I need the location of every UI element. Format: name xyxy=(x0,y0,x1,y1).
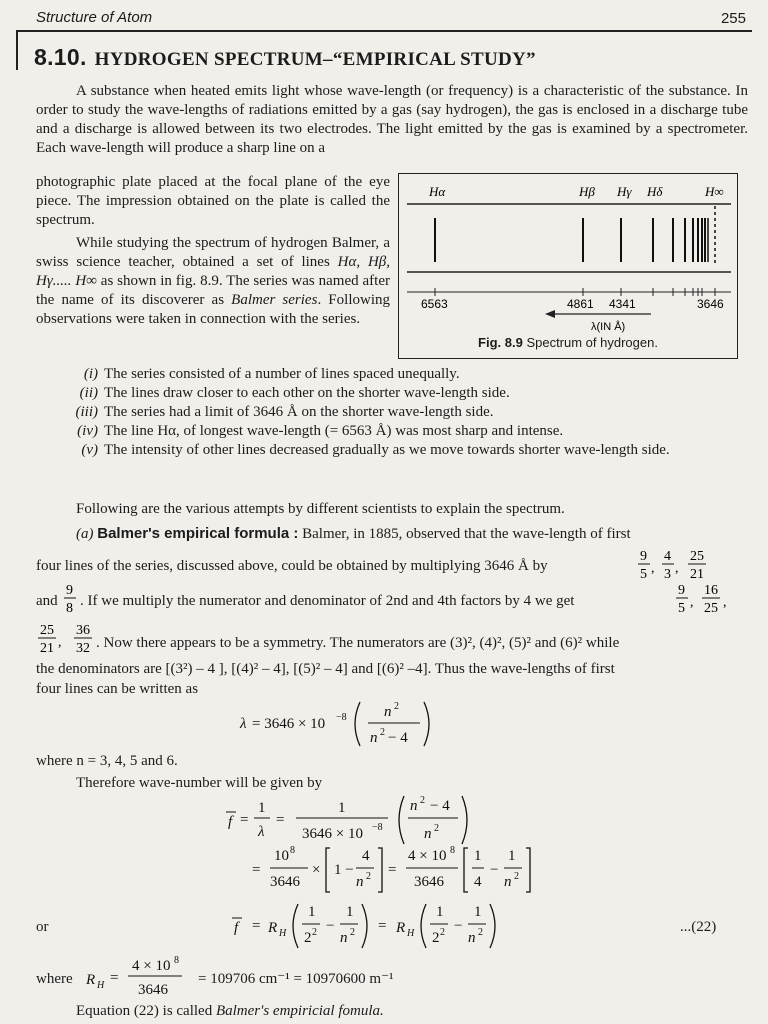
svg-text:R: R xyxy=(86,972,96,988)
spectrum-figure xyxy=(398,173,738,359)
arrow-head-icon xyxy=(545,310,555,318)
equation-number: ...(22) xyxy=(680,919,717,935)
written-as-text: four lines can be written as xyxy=(36,681,199,697)
list-item: (iii) The series had a limit of 3646 Å on the shorter wave-length side. xyxy=(75,404,494,420)
svg-text:2: 2 xyxy=(514,871,519,882)
svg-text:= 3646 × 10: = 3646 × 10 xyxy=(252,716,326,732)
svg-text:=: = xyxy=(378,918,387,934)
svg-text:5: 5 xyxy=(640,567,647,582)
svg-text:n: n xyxy=(384,704,392,720)
svg-text:n: n xyxy=(504,874,512,890)
header-rule xyxy=(16,30,752,32)
figure-caption-text: Spectrum of hydrogen. xyxy=(526,335,658,350)
svg-text:9: 9 xyxy=(640,549,647,564)
svg-text:2: 2 xyxy=(366,871,371,882)
symmetry-text: . Now there appears to be a symmetry. The numerators are (3)², (4)², (5)² and (6)² while xyxy=(96,635,620,651)
where-n-text: where n = 3, 4, 5 and 6. xyxy=(36,753,178,769)
series-name: Balmer series xyxy=(231,292,318,308)
svg-text:H: H xyxy=(279,928,287,939)
svg-text:,: , xyxy=(675,561,679,576)
equation-name-line: Equation (22) is called Balmer's empiricial fomula. xyxy=(76,1003,384,1019)
svg-text:n: n xyxy=(468,930,476,946)
svg-text:36: 36 xyxy=(76,623,90,638)
svg-text:−8: −8 xyxy=(336,712,347,723)
spectrum-diagram xyxy=(399,174,737,358)
svg-text:=: = xyxy=(388,862,397,878)
svg-text:25: 25 xyxy=(40,623,54,638)
svg-text:λ: λ xyxy=(240,716,247,732)
svg-text:=: = xyxy=(252,862,261,878)
svg-text:n: n xyxy=(340,930,348,946)
svg-text:4: 4 xyxy=(664,549,671,564)
svg-text:R: R xyxy=(396,920,406,936)
label-h-delta: Hδ xyxy=(647,184,663,199)
balmer-equation xyxy=(228,898,518,954)
series-lines: Hα, Hβ, Hγ..... H∞ xyxy=(36,254,390,289)
svg-text:21: 21 xyxy=(40,641,54,656)
svg-text:H: H xyxy=(407,928,415,939)
simplified-equation xyxy=(250,842,550,898)
svg-text:− 4: − 4 xyxy=(388,730,408,746)
svg-text:2: 2 xyxy=(394,701,399,712)
svg-text:1: 1 xyxy=(474,904,482,920)
rydberg-value: = 109706 cm⁻¹ = 10970600 m⁻¹ xyxy=(198,971,394,987)
svg-text:2: 2 xyxy=(440,927,445,938)
intro-paragraph: A substance when heated emits light whose wave-length (or frequency) is a characteristic of the substance. In order to study the wave-lengths of radiations emitted by a gas (say hydrogen), the gas is enclosed in a discharge tube and a discharge is allowed between its two electrodes. The light emitted by the gas is examined by a spectrometer. Each wave-length will produce a sharp line on a xyxy=(36,83,748,156)
running-head: Structure of Atom xyxy=(36,9,153,26)
label-h-infinity: H∞ xyxy=(705,184,724,199)
svg-text:2: 2 xyxy=(304,930,312,946)
svg-text:f: f xyxy=(228,814,233,830)
axis-label: λ(IN Å) xyxy=(591,321,626,333)
svg-text:−: − xyxy=(454,918,463,934)
list-item: (ii) The lines draw closer to each other on the shorter wave-length side. xyxy=(79,385,510,401)
svg-text:1: 1 xyxy=(308,904,316,920)
new-fractions xyxy=(672,580,742,620)
figure-caption xyxy=(399,335,737,350)
balmer-formula-line: (a) Balmer's empirical formula : Balmer, in 1885, observed that the wave-length of first xyxy=(76,525,631,542)
svg-text:8: 8 xyxy=(66,601,73,616)
wavelength-3646: 3646 xyxy=(697,297,724,311)
svg-text:,: , xyxy=(651,561,655,576)
following-text: Following are the various attempts by different scientists to explain the spectrum. xyxy=(76,501,565,517)
svg-text:1: 1 xyxy=(338,800,346,816)
svg-text:n: n xyxy=(410,798,418,814)
label-h-alpha: Hα xyxy=(429,184,446,199)
section-heading: HYDROGEN SPECTRUM–“EMPIRICAL STUDY” xyxy=(94,49,536,70)
svg-text:5: 5 xyxy=(678,601,685,616)
svg-text:−: − xyxy=(490,862,499,878)
svg-text:,: , xyxy=(690,595,694,610)
svg-text:×: × xyxy=(312,862,321,878)
section-bracket xyxy=(16,30,18,70)
figure-label: Fig. 8.9 xyxy=(478,335,523,350)
denominators-text: the denominators are [(3²) – 4 ], [(4)² – 4], [(5)² – 4] and [(6)² –4]. Thus the wave-lengths of first xyxy=(36,661,615,677)
svg-text:25: 25 xyxy=(690,549,704,564)
svg-text:8: 8 xyxy=(174,955,179,966)
wavelength-6563: 6563 xyxy=(421,297,448,311)
svg-text:2: 2 xyxy=(420,795,425,806)
fraction-9-8 xyxy=(64,580,80,620)
svg-text:2: 2 xyxy=(312,927,317,938)
svg-text:3646: 3646 xyxy=(138,982,168,998)
svg-text:3646: 3646 xyxy=(270,874,300,890)
list-item: (v) The intensity of other lines decreased gradually as we move towards shorter wave-length side. xyxy=(81,442,670,458)
equation-name: Balmer's empiricial fomula. xyxy=(215,1003,384,1019)
or-word: or xyxy=(36,919,49,935)
svg-text:1 −: 1 − xyxy=(334,862,354,878)
svg-text:1: 1 xyxy=(258,800,266,816)
therefore-text: Therefore wave-number will be given by xyxy=(76,775,323,791)
svg-text:,: , xyxy=(58,635,62,650)
svg-text:3646: 3646 xyxy=(414,874,444,890)
rydberg-constant xyxy=(84,954,196,1002)
svg-text:−8: −8 xyxy=(372,822,383,833)
svg-text:4: 4 xyxy=(362,848,370,864)
svg-text:n: n xyxy=(356,874,364,890)
svg-text:=: = xyxy=(252,918,261,934)
balmer-formula-heading: Balmer's empirical formula : xyxy=(97,525,299,542)
svg-text:n: n xyxy=(370,730,378,746)
wavelength-equation xyxy=(236,696,446,752)
label-h-gamma: Hγ xyxy=(617,184,632,199)
page-number: 255 xyxy=(720,10,746,27)
svg-text:− 4: − 4 xyxy=(430,798,450,814)
svg-text:21: 21 xyxy=(690,567,704,582)
svg-text:8: 8 xyxy=(290,845,295,856)
multiply-text: . If we multiply the numerator and denominator of 2nd and 4th factors by 4 we get xyxy=(80,593,575,609)
svg-text:λ: λ xyxy=(258,824,265,840)
svg-text:2: 2 xyxy=(434,823,439,834)
svg-text:9: 9 xyxy=(678,583,685,598)
svg-text:1: 1 xyxy=(436,904,444,920)
svg-text:2: 2 xyxy=(380,727,385,738)
svg-text:10: 10 xyxy=(274,848,289,864)
svg-text:2: 2 xyxy=(432,930,440,946)
svg-text:f: f xyxy=(234,920,239,936)
and-word: and xyxy=(36,593,58,609)
svg-text:4 × 10: 4 × 10 xyxy=(408,848,447,864)
svg-text:H: H xyxy=(97,980,105,991)
list-item: (iv) The line Hα, of longest wave-length (= 6563 Å) was most sharp and intense. xyxy=(77,423,564,439)
section-number: 8.10. xyxy=(34,44,87,70)
svg-text:9: 9 xyxy=(66,583,73,598)
wavelength-4861: 4861 xyxy=(567,297,594,311)
label-h-beta: Hβ xyxy=(579,184,595,199)
observation-list xyxy=(36,365,748,460)
wavelength-4341: 4341 xyxy=(609,297,636,311)
svg-text:16: 16 xyxy=(704,583,718,598)
svg-text:R: R xyxy=(268,920,278,936)
balmer-paragraph: While studying the spectrum of hydrogen Balmer, a swiss science teacher, obtained a set of lines Hα, Hβ, Hγ..... H∞ as shown in fig. 8.9. The series was named after the name of its discoverer as Balmer series. Following observations were taken in connection with the series. xyxy=(36,235,390,327)
svg-text:n: n xyxy=(424,826,432,842)
svg-text:=: = xyxy=(240,812,249,828)
spectrum-paragraph: photographic plate placed at the focal plane of the eye piece. The impression obtained on the plate is called the spectrum. xyxy=(36,174,390,228)
svg-text:8: 8 xyxy=(450,845,455,856)
svg-text:4: 4 xyxy=(474,874,482,890)
svg-text:1: 1 xyxy=(508,848,516,864)
svg-text:25: 25 xyxy=(704,601,718,616)
svg-text:2: 2 xyxy=(350,927,355,938)
svg-text:3: 3 xyxy=(664,567,671,582)
svg-text:=: = xyxy=(276,812,285,828)
svg-text:=: = xyxy=(110,970,119,986)
svg-text:3646 × 10: 3646 × 10 xyxy=(302,826,363,842)
svg-text:1: 1 xyxy=(346,904,354,920)
section-title xyxy=(34,44,536,71)
svg-text:−: − xyxy=(326,918,335,934)
svg-text:4 × 10: 4 × 10 xyxy=(132,958,171,974)
svg-text:1: 1 xyxy=(474,848,482,864)
svg-text:,: , xyxy=(723,595,727,610)
svg-text:2: 2 xyxy=(478,927,483,938)
wave-number-equation xyxy=(226,792,486,848)
where-word: where xyxy=(36,971,73,987)
page-header xyxy=(0,0,768,34)
factor-line: four lines of the series, discussed above, could be obtained by multiplying 3646 Å by xyxy=(36,558,548,574)
list-item: (i) The series consisted of a number of lines spaced unequally. xyxy=(83,366,460,382)
svg-text:32: 32 xyxy=(76,641,90,656)
